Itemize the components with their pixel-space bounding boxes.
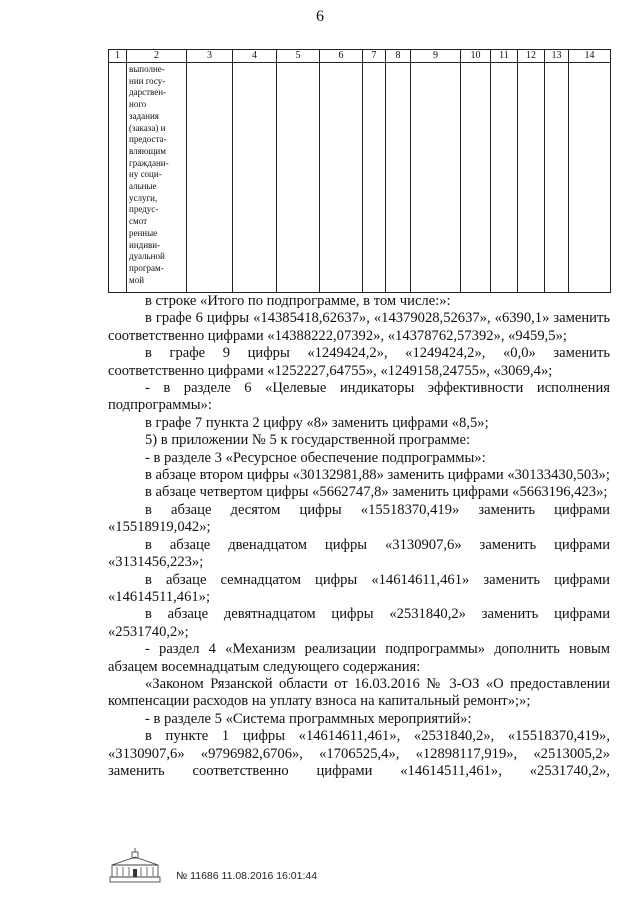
table-cell bbox=[461, 63, 491, 293]
row-description: выполне- нии госу- дарствен- ного задания (заказа) и предоста- вляющим граждани- ну соци- альные услуги, предус- смот ренные индиви- дуальной програм- мой bbox=[127, 63, 187, 293]
table-cell bbox=[320, 63, 363, 293]
table-cell bbox=[545, 63, 569, 293]
paragraph: «Законом Рязанской области от 16.03.2016 № 3-ОЗ «О предоставлении компенсации расходов на уплату взноса на капитальный ремонт»;»; bbox=[108, 675, 610, 710]
paragraph: в графе 7 пункта 2 цифру «8» заменить цифрами «8,5»; bbox=[145, 414, 489, 431]
table-cell bbox=[518, 63, 545, 293]
table-header-row bbox=[109, 50, 611, 63]
table-cell bbox=[363, 63, 386, 293]
table-cell bbox=[233, 63, 277, 293]
paragraph: в абзаце семнадцатом цифры «14614611,461» заменить цифрами «14614511,461»; bbox=[108, 571, 610, 605]
column-header: 12 bbox=[518, 50, 545, 63]
paragraph: в абзаце четвертом цифры «5662747,8» заменить цифрами «5663196,423»; bbox=[145, 484, 608, 501]
footer bbox=[108, 848, 468, 888]
paragraph: - в разделе 3 «Ресурсное обеспечение подпрограммы»: bbox=[145, 449, 486, 466]
column-header: 4 bbox=[233, 50, 277, 63]
paragraph: в пункте 1 цифры «14614611,461», «2531840,2», «15518370,419», «3130907,6» «9796982,6706», «1706525,4», «12898117,919», «2513005,2» заменить соответственно цифрами «14614511,461», «2531740,2», bbox=[108, 728, 610, 779]
paragraph: 5) в приложении № 5 к государственной программе: bbox=[145, 432, 471, 449]
paragraph: в графе 6 цифры «14385418,62637», «14379028,52637», «6390,1» заменить соответственно цифрами «14388222,07392», «14378762,57392», «9459,5»; bbox=[108, 310, 610, 344]
building-emblem-icon bbox=[108, 848, 162, 884]
column-header: 9 bbox=[411, 50, 461, 63]
column-header: 2 bbox=[127, 50, 187, 63]
table-cell bbox=[386, 63, 411, 293]
paragraph: в абзаце втором цифры «30132981,88» заменить цифрами «30133430,503»; bbox=[145, 467, 610, 484]
column-header: 3 bbox=[187, 50, 233, 63]
column-header: 7 bbox=[363, 50, 386, 63]
column-header: 13 bbox=[545, 50, 569, 63]
document-registration-stamp: № 11686 11.08.2016 16:01:44 bbox=[176, 870, 318, 882]
paragraph: - в разделе 5 «Система программных мероприятий»: bbox=[145, 710, 472, 727]
table-cell bbox=[109, 63, 127, 293]
column-header: 6 bbox=[320, 50, 363, 63]
column-header: 5 bbox=[277, 50, 320, 63]
table-cell bbox=[569, 63, 611, 293]
column-header: 14 bbox=[569, 50, 611, 63]
column-header: 11 bbox=[491, 50, 518, 63]
paragraph: в графе 9 цифры «1249424,2», «1249424,2», «0,0» заменить соответственно цифрами «1252227,64755», «1249158,24755», «3069,4»; bbox=[108, 345, 610, 379]
column-header: 10 bbox=[461, 50, 491, 63]
table-cell bbox=[277, 63, 320, 293]
column-header: 1 bbox=[109, 50, 127, 63]
paragraph: в абзаце девятнадцатом цифры «2531840,2» заменить цифрами «2531740,2»; bbox=[108, 606, 610, 640]
paragraph: в абзаце двенадцатом цифры «3130907,6» заменить цифрами «3131456,223»; bbox=[108, 536, 610, 571]
paragraph: - в разделе 6 «Целевые индикаторы эффективности исполнения подпрограммы»: bbox=[108, 380, 610, 414]
page-number: 6 bbox=[316, 8, 324, 25]
table-row bbox=[109, 63, 611, 293]
data-table bbox=[108, 49, 611, 293]
table-cell bbox=[187, 63, 233, 293]
document-body bbox=[108, 293, 610, 780]
column-header: 8 bbox=[386, 50, 411, 63]
table-cell bbox=[491, 63, 518, 293]
paragraph: в абзаце десятом цифры «15518370,419» заменить цифрами «15518919,042»; bbox=[108, 501, 610, 536]
paragraph: - раздел 4 «Механизм реализации подпрограммы» дополнить новым абзацем восемнадцатым следующего содержания: bbox=[108, 641, 610, 675]
paragraph: в строке «Итого по подпрограмме, в том числе:»: bbox=[145, 293, 451, 309]
table-cell bbox=[411, 63, 461, 293]
